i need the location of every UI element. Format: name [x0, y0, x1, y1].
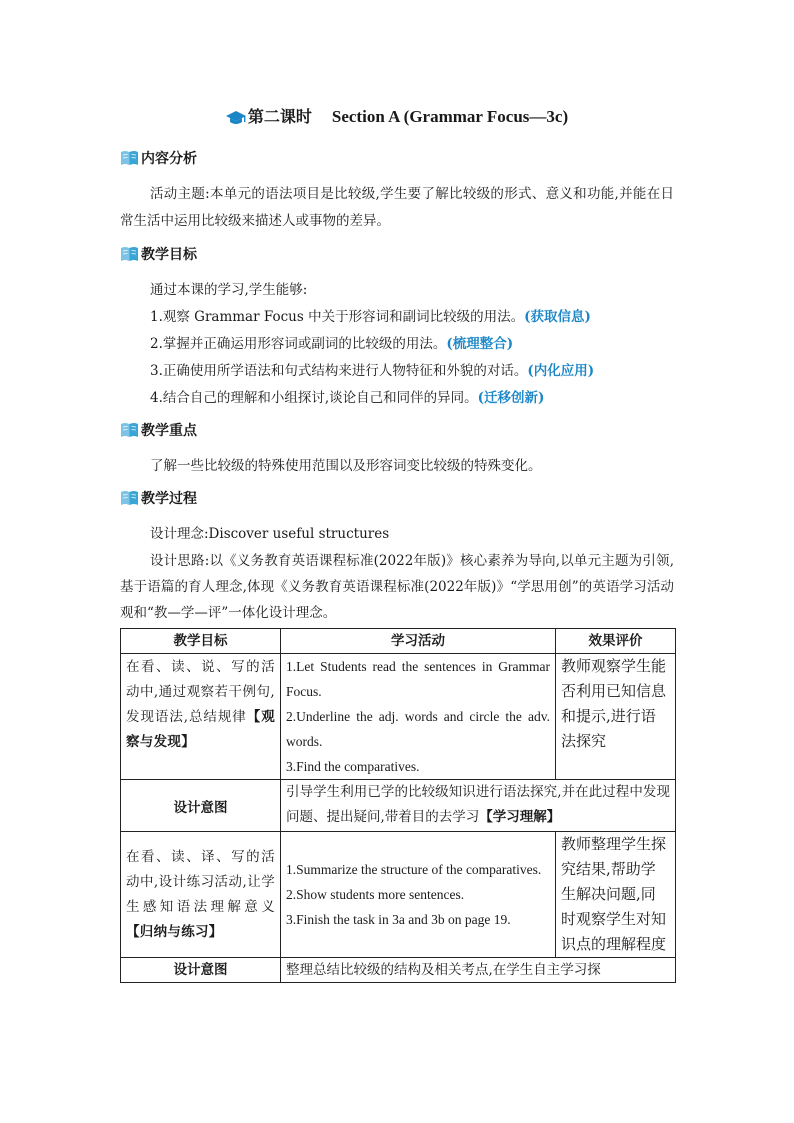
evaluation-cell: 教师观察学生能否利用已知信息和提示,进行语法探究	[556, 654, 676, 780]
activity-item: 2.Show students more sentences.	[286, 887, 465, 902]
table-header: 学习活动	[281, 629, 556, 654]
book-icon	[120, 245, 139, 262]
intent-cell: 引导学生利用已学的比较级知识进行语法探究,并在此过程中发现问题、提出疑问,带着目的去学习【学习理解】	[281, 780, 676, 832]
title-en: Section A (Grammar Focus—3c)	[331, 107, 569, 126]
section-heading-process: 教学过程	[120, 488, 197, 510]
objective-item: 3.正确使用所学语法和句式结构来进行人物特征和外貌的对话。(内化应用)	[150, 363, 595, 379]
goal-cell: 在看、读、说、写的活动中,通过观察若干例句,发现语法,总结规律【观察与发现】	[121, 654, 281, 780]
activity-cell	[281, 832, 556, 958]
table-row	[121, 832, 676, 958]
intent-label: 设计意图	[121, 958, 281, 983]
title-cn: 第二课时	[247, 107, 312, 126]
table-header: 教学目标	[121, 629, 281, 654]
page-title	[0, 104, 794, 134]
table-header-row	[121, 629, 676, 654]
activity-item: 3.Find the comparatives.	[286, 759, 420, 774]
goal-cell: 在看、读、译、写的活动中,设计练习活动,让学生感知语法理解意义【归纳与练习】	[121, 832, 281, 958]
design-thinking: 设计思路:以《义务教育英语课程标准(2022年版)》核心素养为导向,以单元主题为引领,基于语篇的育人理念,体现《义务教育英语课程标准(2022年版)》“学思用创”的英语学习活动观和“教—学—评”一体化设计理念。	[120, 553, 674, 621]
table-row	[121, 958, 676, 983]
objectives-intro: 通过本课的学习,学生能够:	[150, 282, 308, 298]
activity-cell	[281, 654, 556, 780]
activity-item: 2.Underline the adj. words and circle the adv. words.	[286, 709, 550, 749]
intent-cell: 整理总结比较级的结构及相关考点,在学生自主学习探	[281, 958, 676, 983]
activity-item: 1.Summarize the structure of the comparatives.	[286, 862, 542, 877]
objective-item: 2.掌握并正确运用形容词或副词的比较级的用法。(梳理整合)	[150, 336, 514, 352]
section-heading-objectives: 教学目标	[120, 244, 197, 266]
design-concept: 设计理念:Discover useful structures	[150, 526, 390, 542]
intent-label: 设计意图	[121, 780, 281, 832]
book-icon	[120, 149, 139, 166]
objective-item: 4.结合自己的理解和小组探讨,谈论自己和同伴的异同。(迁移创新)	[150, 390, 545, 406]
graduation-cap-icon	[226, 108, 246, 134]
book-icon	[120, 421, 139, 438]
lesson-plan-table	[120, 628, 676, 983]
section-heading-key-points: 教学重点	[120, 420, 197, 442]
table-row	[121, 780, 676, 832]
evaluation-cell: 教师整理学生探究结果,帮助学生解决问题,同时观察学生对知识点的理解程度	[556, 832, 676, 958]
key-points-text: 了解一些比较级的特殊使用范围以及形容词变比较级的特殊变化。	[150, 458, 542, 474]
book-icon	[120, 489, 139, 506]
activity-item: 1.Let Students read the sentences in Grammar Focus.	[286, 659, 550, 699]
objective-item: 1.观察 Grammar Focus 中关于形容词和副词比较级的用法。(获取信息)	[150, 309, 591, 325]
section-heading-content-analysis: 内容分析	[120, 148, 197, 170]
table-row	[121, 654, 676, 780]
activity-item: 3.Finish the task in 3a and 3b on page 19.	[286, 912, 511, 927]
content-analysis-text: 活动主题:本单元的语法项目是比较级,学生要了解比较级的形式、意义和功能,并能在日常生活中运用比较级来描述人或事物的差异。	[120, 186, 674, 229]
table-header: 效果评价	[556, 629, 676, 654]
